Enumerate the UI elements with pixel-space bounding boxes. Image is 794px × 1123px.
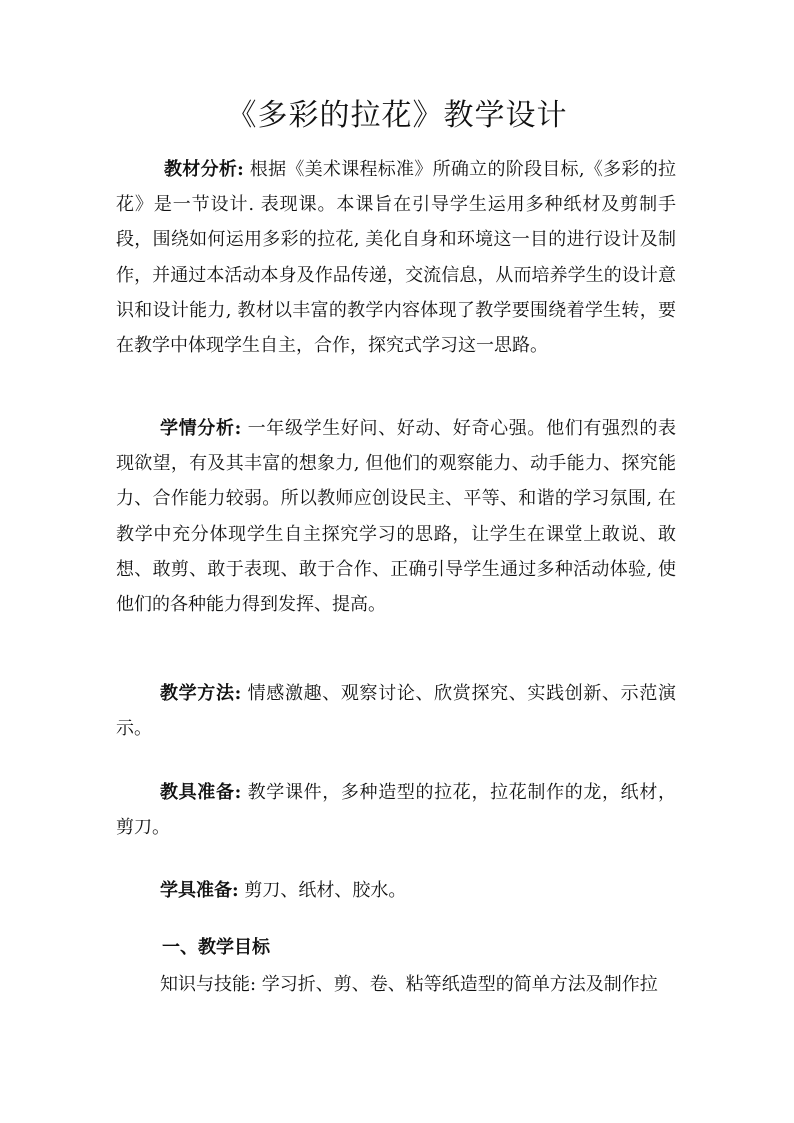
teacher-tools-text: 教学课件，多种造型的拉花，拉花制作的龙，纸材，剪刀。 xyxy=(116,782,676,839)
knowledge-skills-paragraph: 知识与技能: 学习折、剪、卷、粘等纸造型的简单方法及制作拉 xyxy=(160,974,658,995)
teaching-methods-text: 情感激趣、观察讨论、欣赏探究、实践创新、示范演示。 xyxy=(116,683,676,740)
teacher-tools-paragraph xyxy=(116,775,676,845)
student-analysis-text: 一年级学生好问、好动、好奇心强。他们有强烈的表现欲望，有及其丰富的想象力, 但他们的观察能力、动手能力、探究能力、合作能力较弱。所以教师应创设民主、平等、和谐的学习氛围, 在教学中充分体现学生自主探究学习的思路，让学生在课堂上敢说、敢想、敢剪、敢于表现、敢于合作、正确引导学生通过多种活动体验, 使他们的各种能力得到发挥、提高。 xyxy=(116,418,676,616)
teaching-methods-label: 教学方法: xyxy=(160,683,242,704)
document-title: 《多彩的拉花》教学设计 xyxy=(226,98,568,133)
teaching-goals-heading-text: 一、教学目标 xyxy=(162,937,270,958)
material-analysis-label: 教材分析: xyxy=(164,159,244,180)
teaching-methods-paragraph xyxy=(116,676,676,746)
teaching-goals-heading xyxy=(162,930,270,965)
student-tools-label: 学具准备: xyxy=(160,880,239,901)
student-tools-paragraph xyxy=(116,873,676,908)
student-analysis-paragraph xyxy=(116,411,676,622)
teacher-tools-label: 教具准备: xyxy=(160,782,242,803)
material-analysis-paragraph xyxy=(116,152,676,363)
student-tools-text: 剪刀、纸材、胶水。 xyxy=(238,880,407,901)
student-analysis-label: 学情分析: xyxy=(160,418,242,439)
material-analysis-text: 根据《美术课程标准》所确立的阶段目标,《多彩的拉花》是一节设计. 表现课。本课旨在引导学生运用多种纸材及剪制手段，围绕如何运用多彩的拉花, 美化自身和环境这一目的进行设计及制作，并通过本活动本身及作品传递，交流信息，从而培养学生的设计意识和设计能力, 教材以丰富的教学内容体现了教学要围绕着学生转，要在教学中体现学生自主，合作，探究式学习这一思路。 xyxy=(116,159,676,357)
